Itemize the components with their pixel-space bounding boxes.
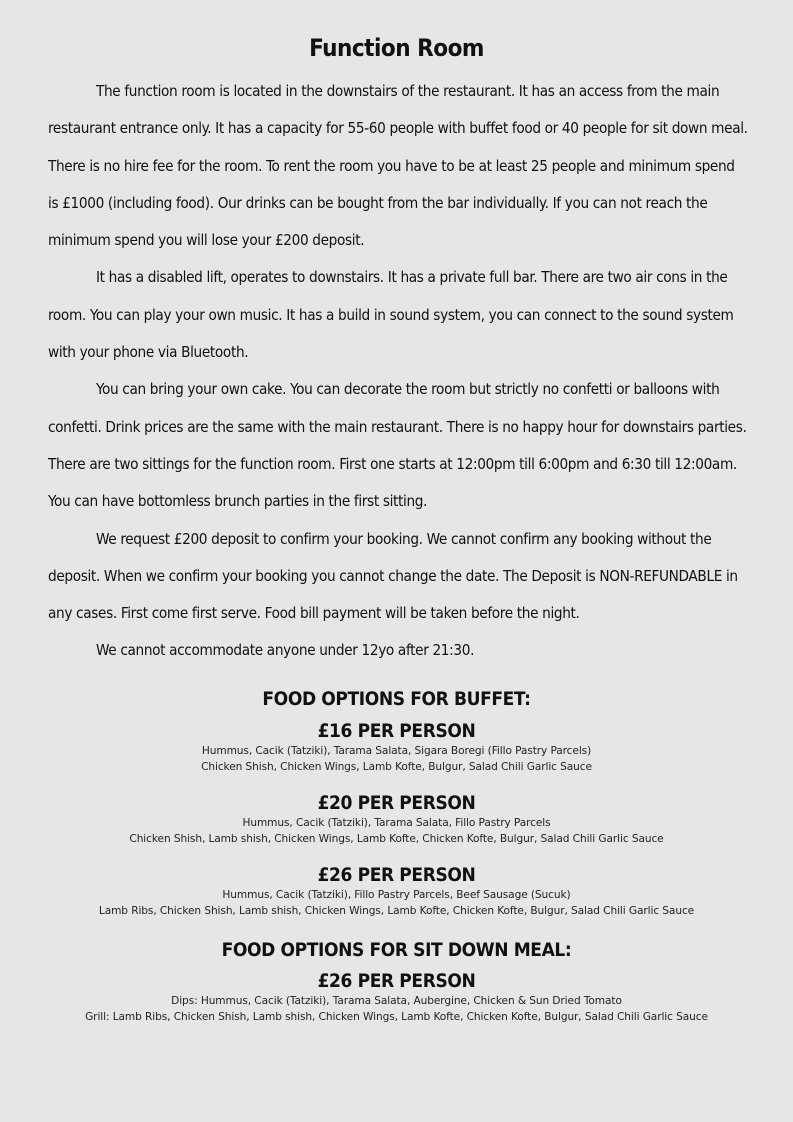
price-heading: £20 PER PERSON [317, 792, 476, 814]
sitdown-heading: FOOD OPTIONS FOR SIT DOWN MEAL: [221, 939, 572, 961]
paragraph-deposit: We request £200 deposit to confirm your booking. We cannot confirm any booking without the deposit. When we confirm your booking you cannot change the date. The Deposit is NON-REFUNDABLE in any cases. First come first serve. Food bill payment will be taken before the night. [48, 529, 738, 623]
sitdown-option-26 [0, 969, 793, 1025]
menu-items [0, 743, 793, 775]
menu-items-line: Lamb Ribs, Chicken Shish, Lamb shish, Chicken Wings, Lamb Kofte, Chicken Kofte, Bulgur, Salad Chili Garlic Sauce [98, 905, 695, 917]
menu-items [0, 887, 793, 919]
menu-items-line: Chicken Shish, Chicken Wings, Lamb Kofte, Bulgur, Salad Chili Garlic Sauce [201, 761, 592, 773]
buffet-heading: FOOD OPTIONS FOR BUFFET: [262, 688, 531, 710]
buffet-option-20 [0, 791, 793, 847]
menu-items-line: Chicken Shish, Lamb shish, Chicken Wings, Lamb Kofte, Chicken Kofte, Bulgur, Salad Chili Garlic Sauce [129, 833, 664, 845]
price-heading: £26 PER PERSON [317, 970, 476, 992]
menu-items-line: Hummus, Cacik (Tatziki), Fillo Pastry Parcels, Beef Sausage (Sucuk) [222, 889, 571, 901]
buffet-section [0, 686, 793, 712]
buffet-option-16 [0, 719, 793, 775]
menu-items-line: Hummus, Cacik (Tatziki), Tarama Salata, Fillo Pastry Parcels [242, 817, 551, 829]
buffet-option-26 [0, 863, 793, 919]
price-heading: £16 PER PERSON [317, 720, 476, 742]
price-heading: £26 PER PERSON [317, 864, 476, 886]
sitdown-section [0, 937, 793, 963]
paragraph-rules: You can bring your own cake. You can decorate the room but strictly no confetti or balloons with confetti. Drink prices are the same with the main restaurant. There is no happy hour for downstairs parties. There are two sittings for the function room. First one starts at 12:00pm till 6:00pm and 6:30 till 12:00am. You can have bottomless brunch parties in the first sitting. [48, 380, 747, 511]
menu-items-line: Grill: Lamb Ribs, Chicken Shish, Lamb shish, Chicken Wings, Lamb Kofte, Chicken Kofte, Bulgur, Salad Chili Garlic Sauce [85, 1011, 708, 1023]
page-title: Function Room [309, 34, 484, 62]
menu-items [0, 993, 793, 1025]
paragraph-location: The function room is located in the downstairs of the restaurant. It has an access from the main restaurant entrance only. It has a capacity for 55-60 people with buffet food or 40 people for sit down meal. There is no hire fee for the room. To rent the room you have to be at least 25 people and minimum spend is £1000 (including food). Our drinks can be bought from the bar individually. If you can not reach the minimum spend you will lose your £200 deposit. [48, 82, 748, 250]
paragraph-age-limit: We cannot accommodate anyone under 12yo after 21:30. [96, 641, 475, 660]
paragraph-facilities: It has a disabled lift, operates to downstairs. It has a private full bar. There are two air cons in the room. You can play your own music. It has a build in sound system, you can connect to the sound system with your phone via Bluetooth. [48, 268, 734, 362]
menu-items-line: Dips: Hummus, Cacik (Tatziki), Tarama Salata, Aubergine, Chicken & Sun Dried Tomato [171, 995, 622, 1007]
menu-items [0, 815, 793, 847]
menu-items-line: Hummus, Cacik (Tatziki), Tarama Salata, Sigara Boregi (Fillo Pastry Parcels) [201, 745, 592, 757]
function-room-description [48, 73, 748, 670]
